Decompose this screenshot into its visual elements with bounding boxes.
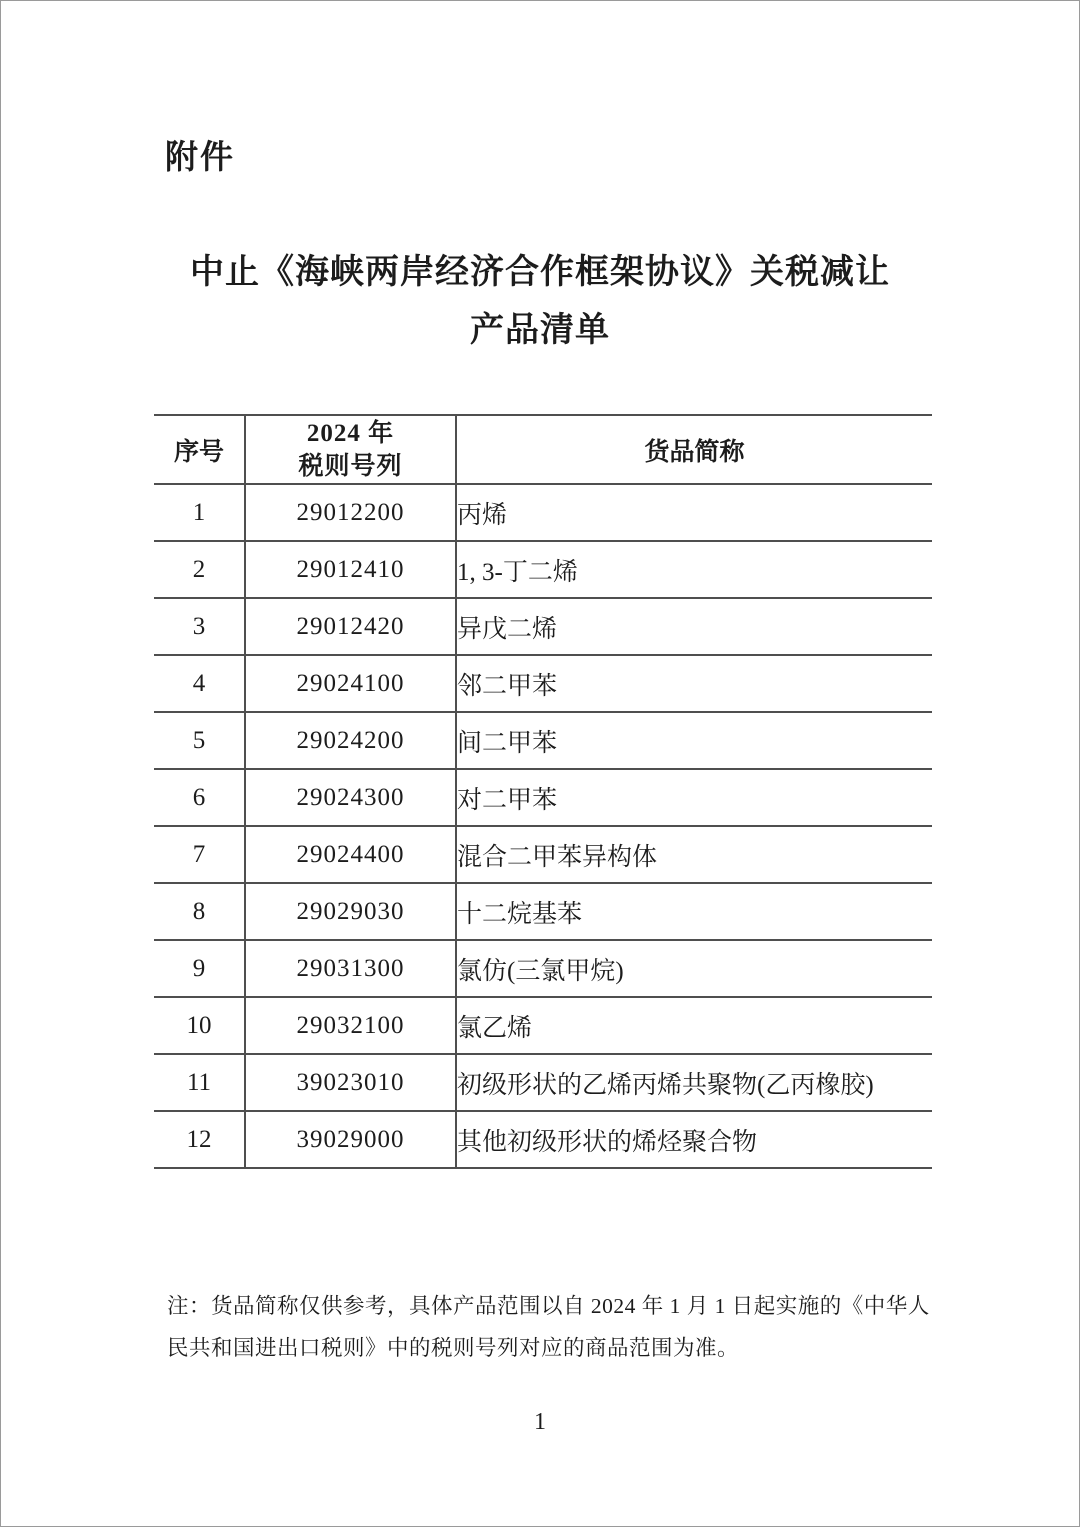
cell-index: 8 [154,883,245,940]
cell-tariff-code: 29012200 [245,484,456,541]
table-body [154,484,932,1168]
cell-tariff-code: 39023010 [245,1054,456,1111]
cell-product-name: 丙烯 [456,484,932,541]
table-row [154,997,932,1054]
page-number: 1 [534,1409,546,1435]
product-table [154,414,932,1169]
cell-tariff-code: 29024100 [245,655,456,712]
footnote [167,1285,933,1369]
header-tariff-code [245,415,456,484]
cell-product-name: 对二甲苯 [456,769,932,826]
cell-product-name: 氯仿(三氯甲烷) [456,940,932,997]
header-index: 序号 [154,415,245,484]
cell-product-name: 十二烷基苯 [456,883,932,940]
cell-product-name: 其他初级形状的烯烃聚合物 [456,1111,932,1168]
cell-index: 10 [154,997,245,1054]
cell-index: 9 [154,940,245,997]
header-tariff-code-line2: 税则号列 [298,452,403,480]
cell-product-name: 间二甲苯 [456,712,932,769]
header-product-name: 货品简称 [456,415,932,484]
cell-index: 3 [154,598,245,655]
cell-tariff-code: 29024400 [245,826,456,883]
cell-tariff-code: 29032100 [245,997,456,1054]
document-title-line2: 产品清单 [470,312,610,349]
table-row [154,1111,932,1168]
table-row [154,769,932,826]
cell-index: 7 [154,826,245,883]
cell-product-name: 初级形状的乙烯丙烯共聚物(乙丙橡胶) [456,1054,932,1111]
cell-index: 12 [154,1111,245,1168]
table-row [154,655,932,712]
cell-index: 1 [154,484,245,541]
table-row [154,826,932,883]
table-row [154,940,932,997]
table-row [154,484,932,541]
cell-tariff-code: 29029030 [245,883,456,940]
table-header-row [154,415,932,484]
cell-index: 4 [154,655,245,712]
cell-tariff-code: 39029000 [245,1111,456,1168]
table-row [154,712,932,769]
header-tariff-code-line1: 2024 年 [306,419,395,447]
cell-product-name: 邻二甲苯 [456,655,932,712]
attachment-label: 附件 [165,138,235,175]
table-row [154,598,932,655]
cell-tariff-code: 29031300 [245,940,456,997]
cell-tariff-code: 29012410 [245,541,456,598]
cell-index: 6 [154,769,245,826]
cell-product-name: 异戊二烯 [456,598,932,655]
cell-product-name: 氯乙烯 [456,997,932,1054]
document-title [1,244,1079,360]
cell-product-name: 混合二甲苯异构体 [456,826,932,883]
document-title-line1: 中止《海峡两岸经济合作框架协议》关税减让 [190,254,890,291]
cell-tariff-code: 29012420 [245,598,456,655]
footnote-line2: 民共和国进出口税则》中的税则号列对应的商品范围为准。 [167,1336,740,1360]
table-row [154,541,932,598]
cell-index: 2 [154,541,245,598]
cell-index: 5 [154,712,245,769]
footnote-line1: 注：货品简称仅供参考，具体产品范围以自 2024 年 1 月 1 日起实施的《中华人 [167,1294,930,1318]
cell-tariff-code: 29024200 [245,712,456,769]
cell-index: 11 [154,1054,245,1111]
cell-product-name: 1, 3-丁二烯 [456,541,932,598]
cell-tariff-code: 29024300 [245,769,456,826]
table-row [154,883,932,940]
table-row [154,1054,932,1111]
